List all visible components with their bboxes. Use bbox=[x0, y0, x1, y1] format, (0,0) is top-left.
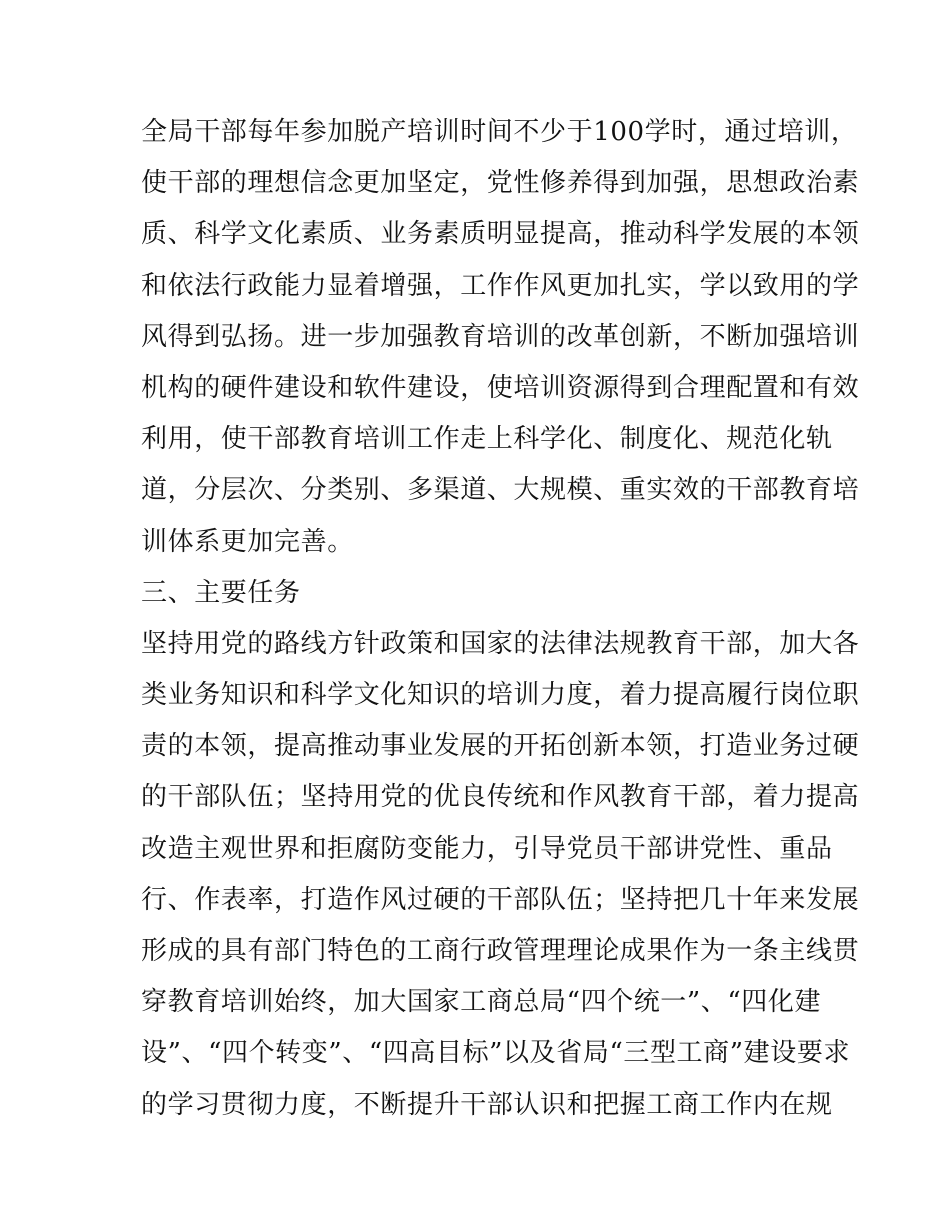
text-line-20: 的学习贯彻力度，不断提升干部认识和把握工商工作内在规 bbox=[141, 1089, 833, 1120]
text-line-3: 质、科学文化素质、业务素质明显提高，推动科学发展的本领 bbox=[141, 219, 860, 250]
section-heading: 三、主要任务 bbox=[141, 577, 301, 608]
text-line-18: 穿教育培训始终，加大国家工商总局“四个统一”、“四化建 bbox=[141, 987, 822, 1018]
text-line-17: 形成的具有部门特色的工商行政管理理论成果作为一条主线贯 bbox=[141, 936, 860, 966]
text-line-14: 的干部队伍；坚持用党的优良传统和作风教育干部，着力提高 bbox=[141, 782, 860, 813]
text-line-19: 设”、“四个转变”、“四高目标”以及省局“三型工商”建设要求 bbox=[141, 1038, 851, 1069]
text-line-8: 道，分层次、分类别、多渠道、大规模、重实效的干部教育培 bbox=[141, 475, 860, 506]
text-line-15: 改造主观世界和拒腐防变能力，引导党员干部讲党性、重品 bbox=[141, 833, 833, 864]
text-line-4: 和依法行政能力显着增强，工作作风更加扎实，学以致用的学 bbox=[141, 270, 860, 301]
text-line-5: 风得到弘扬。进一步加强教育培训的改革创新，不断加强培训 bbox=[141, 321, 860, 352]
text-line-9: 训体系更加完善。 bbox=[141, 526, 354, 557]
text-line-13: 责的本领，提高推动事业发展的开拓创新本领，打造业务过硬 bbox=[141, 731, 860, 762]
text-line-16: 行、作表率，打造作风过硬的干部队伍；坚持把几十年来发展 bbox=[141, 884, 860, 915]
text-line-7: 利用，使干部教育培训工作走上科学化、制度化、规范化轨 bbox=[141, 424, 833, 455]
text-line-2: 使干部的理想信念更加坚定，党性修养得到加强，思想政治素 bbox=[141, 168, 860, 199]
body-text bbox=[141, 107, 860, 1131]
text-line-11: 坚持用党的路线方针政策和国家的法律法规教育干部，加大各 bbox=[141, 628, 860, 659]
text-line-1: 全局干部每年参加脱产培训时间不少于100学时，通过培训， bbox=[141, 117, 858, 147]
text-line-6: 机构的硬件建设和软件建设，使培训资源得到合理配置和有效 bbox=[141, 372, 860, 403]
text-line-12: 类业务知识和科学文化知识的培训力度，着力提高履行岗位职 bbox=[141, 680, 860, 711]
